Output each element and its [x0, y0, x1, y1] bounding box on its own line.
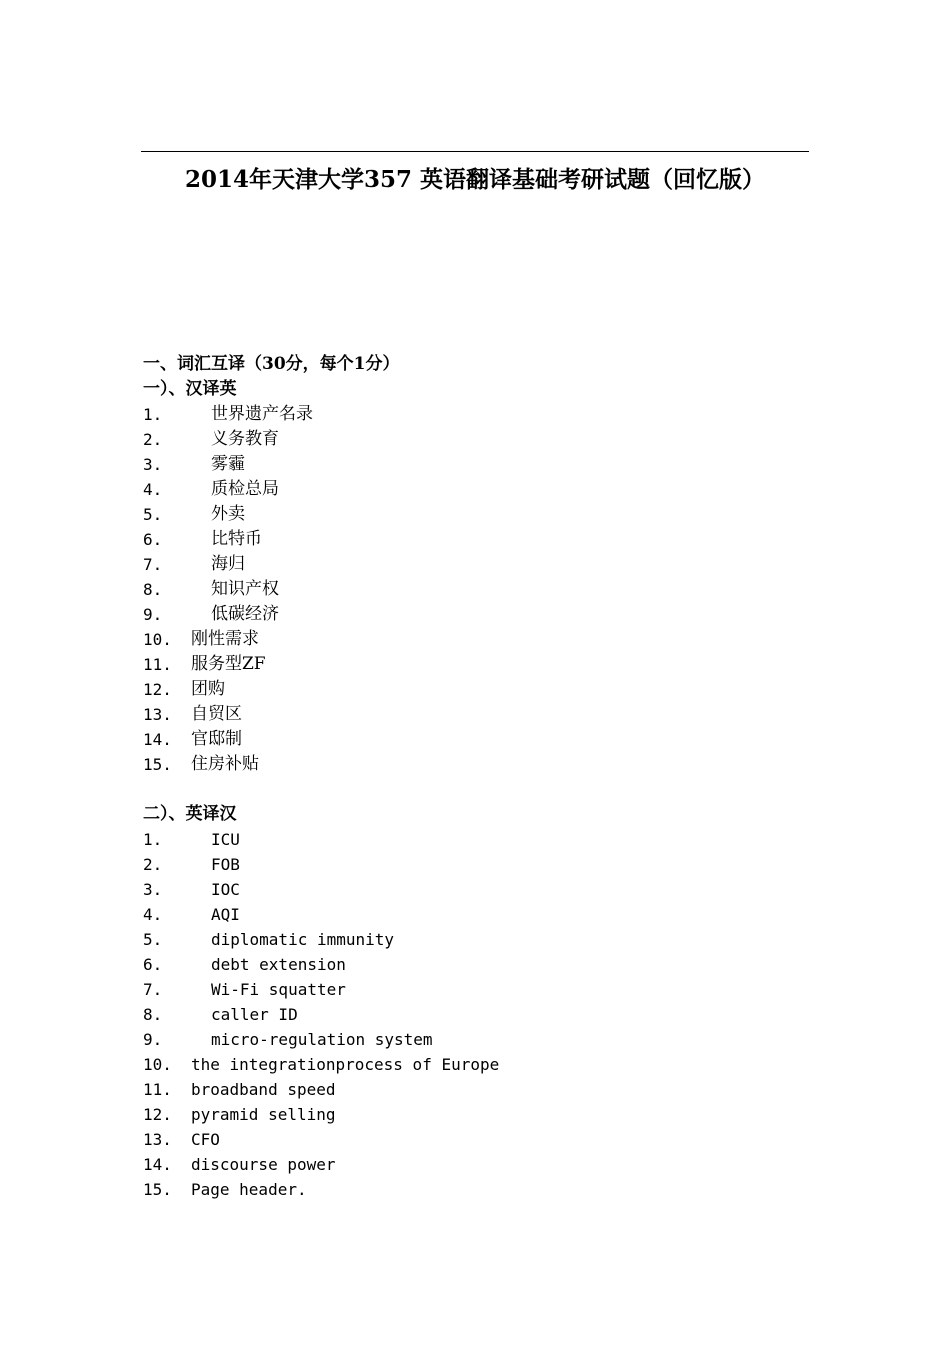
item-number: 6. — [143, 955, 163, 974]
list-item — [143, 577, 803, 602]
list-item — [143, 1127, 803, 1152]
item-number: 6. — [143, 530, 163, 549]
list-item — [143, 702, 803, 727]
list-item — [143, 877, 803, 902]
item-number: 3. — [143, 880, 163, 899]
list-item — [143, 1027, 803, 1052]
list-item — [143, 1152, 803, 1177]
page-title: 2014年天津大学357 英语翻译基础考研试题（回忆版） — [184, 166, 766, 193]
item-number: 4. — [143, 480, 163, 499]
item-term: Wi-Fi squatter — [211, 980, 346, 999]
item-term: 知识产权 — [211, 579, 279, 599]
list-item — [143, 1077, 803, 1102]
item-term: 团购 — [191, 679, 225, 699]
item-term: IOC — [211, 880, 240, 899]
list-item — [143, 902, 803, 927]
item-term: 义务教育 — [211, 429, 279, 449]
item-number: 2. — [143, 430, 163, 449]
item-term: 雾霾 — [211, 454, 245, 474]
header-rule — [141, 151, 809, 152]
spacer — [143, 777, 803, 802]
item-number: 11. — [143, 655, 172, 674]
list-item — [143, 727, 803, 752]
item-term: debt extension — [211, 955, 346, 974]
item-number: 13. — [143, 1130, 172, 1149]
item-term: diplomatic immunity — [211, 930, 395, 949]
item-term: ICU — [211, 830, 240, 849]
list-item — [143, 677, 803, 702]
list-item — [143, 827, 803, 852]
item-term: 比特币 — [211, 529, 262, 549]
item-term: 住房补贴 — [191, 754, 259, 774]
item-number: 14. — [143, 1155, 172, 1174]
item-number: 13. — [143, 705, 172, 724]
item-number: 12. — [143, 1105, 172, 1124]
item-term: discourse power — [191, 1155, 336, 1174]
list-item — [143, 652, 803, 677]
list-item — [143, 552, 803, 577]
item-number: 14. — [143, 730, 172, 749]
item-number: 1. — [143, 830, 163, 849]
item-term: Page header. — [191, 1180, 307, 1199]
item-term: the integrationprocess of Europe — [191, 1055, 500, 1074]
list-item — [143, 427, 803, 452]
list-item — [143, 527, 803, 552]
item-number: 15. — [143, 1180, 172, 1199]
list-item — [143, 1002, 803, 1027]
item-number: 9. — [143, 605, 163, 624]
item-term: 外卖 — [211, 504, 245, 524]
list-item — [143, 502, 803, 527]
item-term: 服务型ZF — [191, 654, 266, 674]
item-number: 8. — [143, 1005, 163, 1024]
list-item — [143, 852, 803, 877]
item-number: 5. — [143, 505, 163, 524]
list-item — [143, 1177, 803, 1202]
list-item — [143, 1052, 803, 1077]
item-number: 5. — [143, 930, 163, 949]
list-item — [143, 402, 803, 427]
item-number: 12. — [143, 680, 172, 699]
item-term: 官邸制 — [191, 729, 242, 749]
section-heading: 一、词汇互译（30分，每个1分） — [143, 354, 400, 374]
item-term: broadband speed — [191, 1080, 336, 1099]
list-item — [143, 602, 803, 627]
item-term: AQI — [211, 905, 240, 924]
item-term: 自贸区 — [191, 704, 242, 724]
subsection-heading-cn-to-en: 一）、汉译英 — [143, 379, 237, 399]
item-number: 10. — [143, 630, 172, 649]
item-number: 7. — [143, 980, 163, 999]
item-term: CFO — [191, 1130, 220, 1149]
document-body — [143, 352, 803, 1202]
item-number: 4. — [143, 905, 163, 924]
list-item — [143, 477, 803, 502]
chinese-to-english-list — [143, 402, 803, 777]
item-number: 3. — [143, 455, 163, 474]
list-item — [143, 977, 803, 1002]
list-item — [143, 452, 803, 477]
item-term: 低碳经济 — [211, 604, 279, 624]
item-term: 质检总局 — [211, 479, 279, 499]
item-number: 2. — [143, 855, 163, 874]
item-number: 1. — [143, 405, 163, 424]
list-item — [143, 752, 803, 777]
list-item — [143, 627, 803, 652]
list-item — [143, 927, 803, 952]
item-number: 15. — [143, 755, 172, 774]
item-number: 11. — [143, 1080, 172, 1099]
item-term: caller ID — [211, 1005, 298, 1024]
item-term: FOB — [211, 855, 240, 874]
english-to-chinese-list — [143, 827, 803, 1202]
item-term: pyramid selling — [191, 1105, 336, 1124]
item-term: 刚性需求 — [191, 629, 259, 649]
item-number: 9. — [143, 1030, 163, 1049]
item-term: 海归 — [211, 554, 245, 574]
item-term: micro-regulation system — [211, 1030, 433, 1049]
list-item — [143, 952, 803, 977]
item-number: 8. — [143, 580, 163, 599]
subsection-heading-en-to-cn: 二）、英译汉 — [143, 804, 237, 824]
item-term: 世界遗产名录 — [211, 404, 313, 424]
item-number: 7. — [143, 555, 163, 574]
item-number: 10. — [143, 1055, 172, 1074]
list-item — [143, 1102, 803, 1127]
